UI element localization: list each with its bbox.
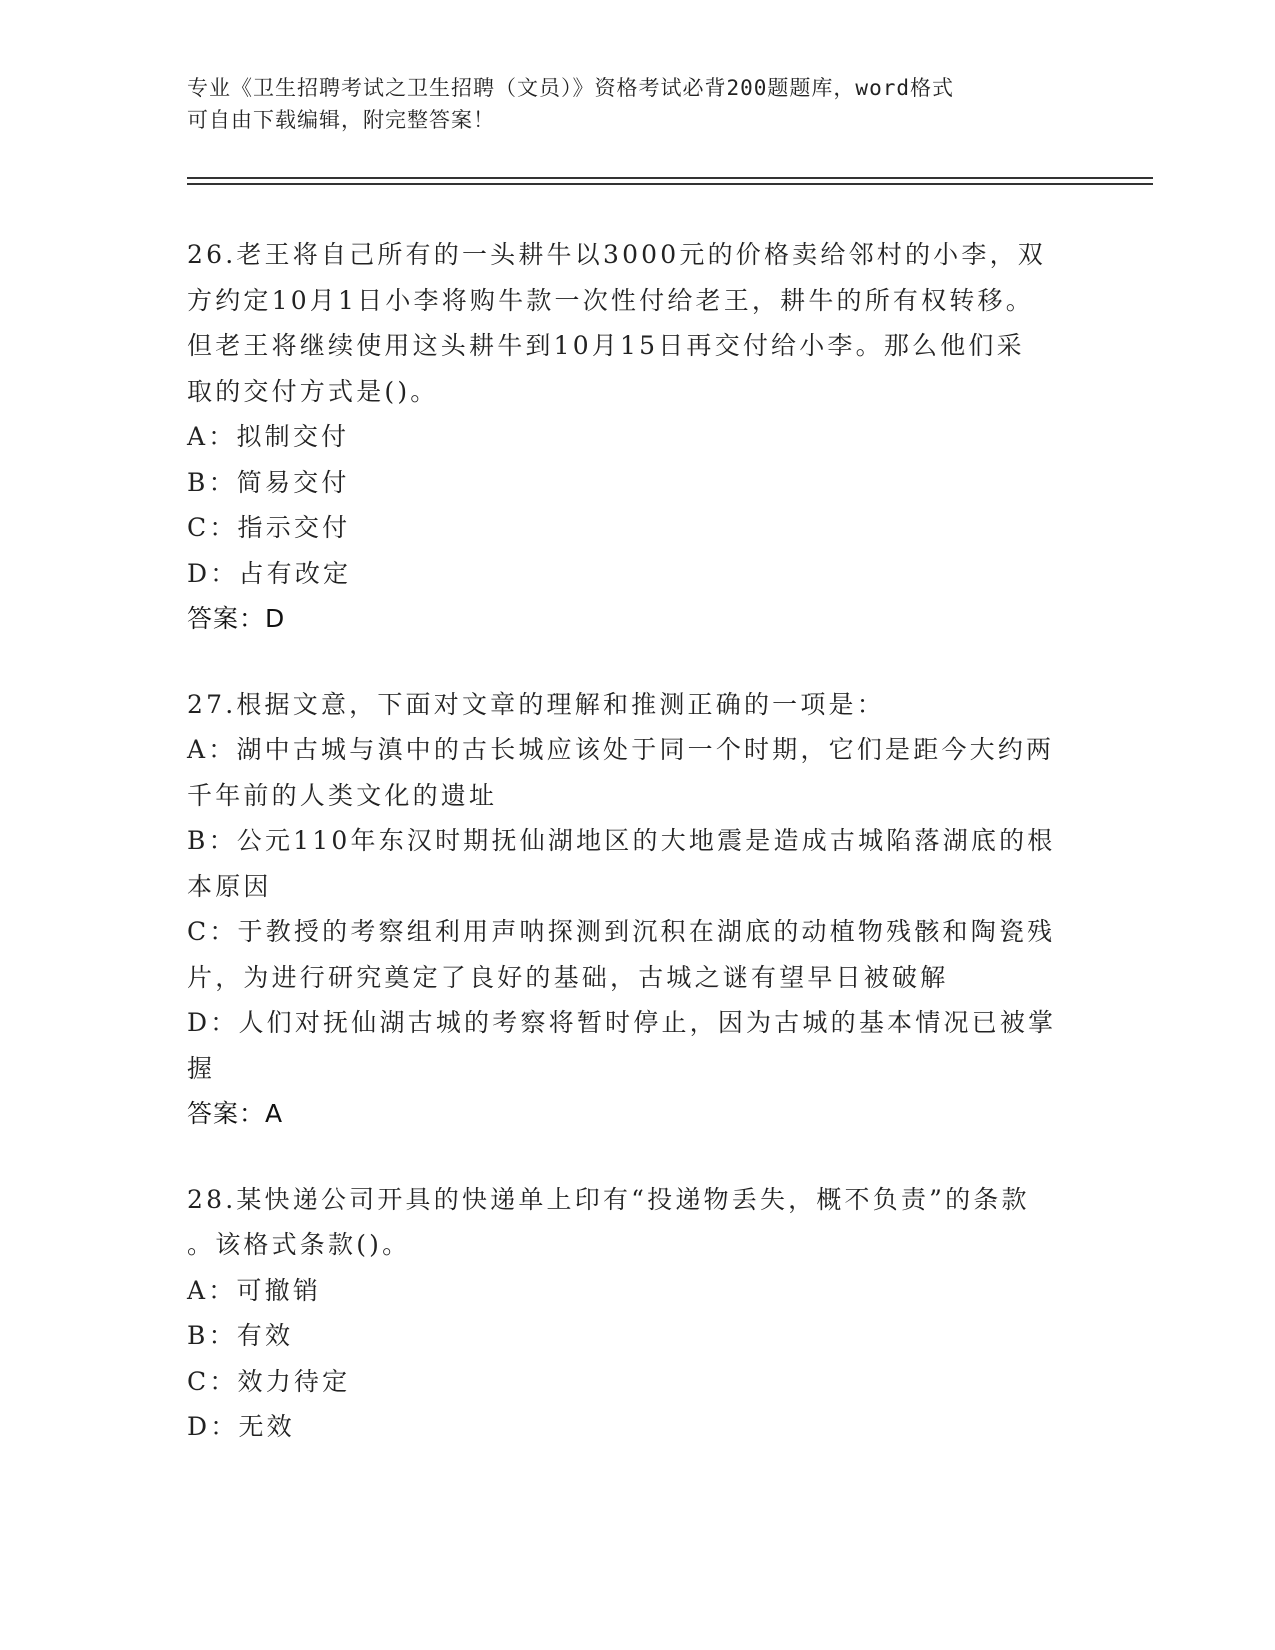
option-d-line: 握 <box>187 1053 216 1083</box>
option-c-line: 片，为进行研究奠定了良好的基础，古城之谜有望早日被破解 <box>187 962 949 992</box>
question-text-line: 但老王将继续使用这头耕牛到10月15日再交付给小李。那么他们采 <box>187 331 1025 360</box>
question-3 <box>187 1177 1087 1450</box>
option-a-line: A：湖中古城与滇中的古长城应该处于同一个时期，它们是距今大约两 <box>187 735 1055 764</box>
header-line-2: 可自由下载编辑，附完整答案！ <box>187 108 495 132</box>
option-a-line: A：拟制交付 <box>187 422 350 451</box>
option-c-line: C：于教授的考察组利用声呐探测到沉积在湖底的动植物残骸和陶瓷残 <box>187 917 1056 946</box>
option-b-line: 本原因 <box>187 871 272 901</box>
option-d-line: D：占有改定 <box>187 558 352 588</box>
option-b-line: B：有效 <box>187 1321 294 1350</box>
answer-label: 答案：A <box>187 1099 284 1128</box>
question-1 <box>187 232 1087 642</box>
option-a-line: A：可撤销 <box>187 1275 322 1305</box>
option-d-line: D：无效 <box>187 1412 295 1441</box>
option-c-line: C：指示交付 <box>187 513 351 542</box>
document-header <box>187 72 1087 136</box>
question-text-line: 取的交付方式是()。 <box>187 376 439 406</box>
option-b-line: B：简易交付 <box>187 467 350 497</box>
answer-label: 答案：D <box>187 604 286 633</box>
question-text-line: 28.某快递公司开具的快递单上印有“投递物丢失，概不负责”的条款 <box>187 1184 1030 1214</box>
header-divider-bottom <box>187 183 1153 185</box>
option-d-line: D：人们对抚仙湖古城的考察将暂时停止，因为古城的基本情况已被掌 <box>187 1008 1057 1037</box>
question-text-line: 。该格式条款()。 <box>187 1230 411 1259</box>
question-2 <box>187 682 1087 1137</box>
question-text-line: 26.老王将自己所有的一头耕牛以3000元的价格卖给邻村的小李，双 <box>187 240 1046 269</box>
option-b-line: B：公元110年东汉时期抚仙湖地区的大地震是造成古城陷落湖底的根 <box>187 826 1056 855</box>
header-divider-top <box>187 177 1153 179</box>
question-list <box>187 232 1087 1490</box>
option-a-line: 千年前的人类文化的遗址 <box>187 780 498 810</box>
question-text-line: 方约定10月1日小李将购牛款一次性付给老王，耕牛的所有权转移。 <box>187 285 1034 315</box>
header-line-1: 专业《卫生招聘考试之卫生招聘（文员）》资格考试必背200题题库，word格式 <box>187 76 954 100</box>
option-c-line: C：效力待定 <box>187 1366 351 1396</box>
question-text-line: 27.根据文意，下面对文章的理解和推测正确的一项是： <box>187 689 885 719</box>
